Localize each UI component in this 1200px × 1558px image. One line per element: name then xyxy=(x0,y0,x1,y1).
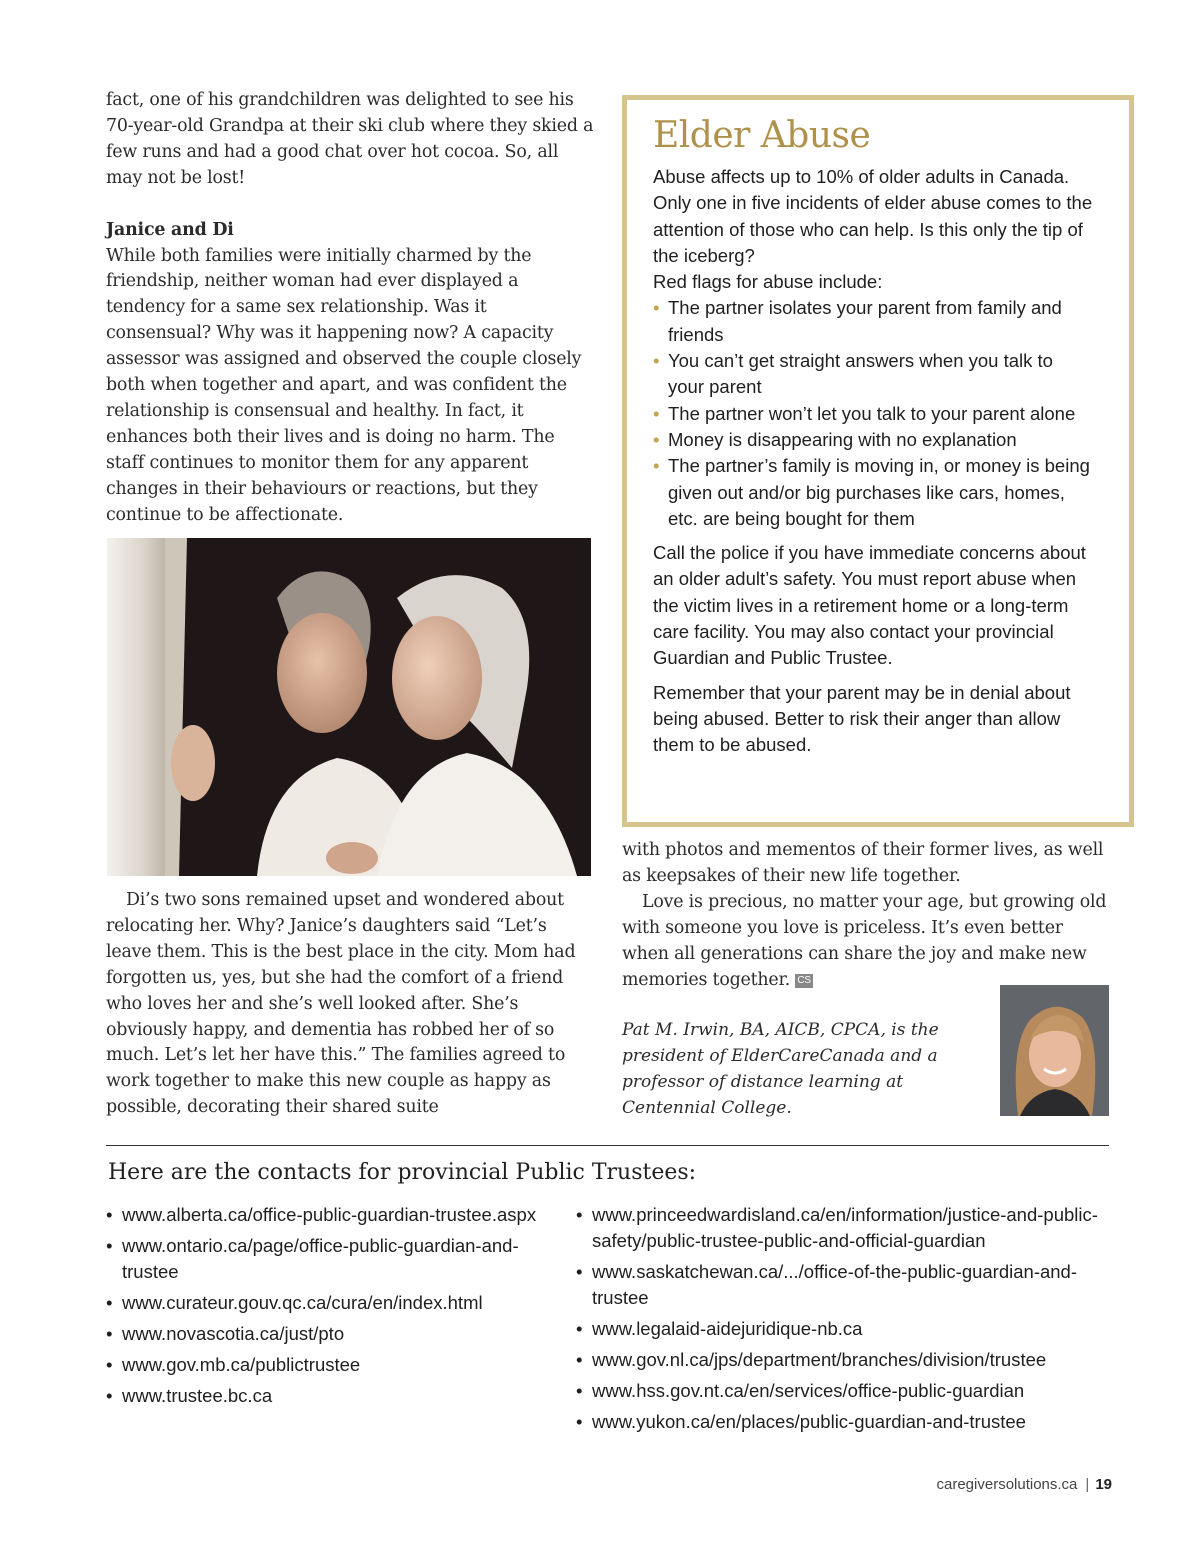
list-item xyxy=(576,1409,1106,1435)
bullet-dot-icon: • xyxy=(653,455,660,477)
list-item xyxy=(106,1352,546,1378)
sidebar-intro: Abuse affects up to 10% of older adults in Canada. Only one in five incidents of elder abuse comes to the attention of those who can help. Is this only the tip of the iceberg? xyxy=(653,166,1093,266)
bullet-dot-icon: • xyxy=(653,297,660,319)
section-divider xyxy=(106,1145,1109,1146)
page-footer xyxy=(937,1474,1113,1496)
bullet-icon: • xyxy=(576,1349,583,1370)
list-item xyxy=(106,1383,546,1409)
list-item xyxy=(576,1259,1106,1311)
elder-abuse-sidebar xyxy=(622,95,1134,827)
bullet-icon: • xyxy=(576,1380,583,1401)
author-bio: Pat M. Irwin, BA, AICB, CPCA, is the president of ElderCareCanada and a professor of distance learning at Centennial College. xyxy=(622,1020,939,1118)
list-item xyxy=(576,1378,1106,1404)
sidebar-police-paragraph: Call the police if you have immediate concerns about an older adult’s safety. You must report abuse when the victim lives in a retirement home or a long-term care facility. You may also contact your provincial Guardian and Public Trustee. xyxy=(653,542,1086,669)
trustee-link[interactable]: www.gov.nl.ca/jps/department/branches/division/trustee xyxy=(592,1349,1047,1370)
trustee-link[interactable]: www.gov.mb.ca/publictrustee xyxy=(122,1354,361,1375)
trustee-link[interactable]: www.hss.gov.nt.ca/en/services/office-public-guardian xyxy=(592,1380,1025,1401)
contacts-list-left xyxy=(106,1202,546,1414)
contacts-list-right xyxy=(576,1202,1106,1440)
bullet-icon: • xyxy=(106,1235,113,1256)
footer-site: caregiversolutions.ca xyxy=(936,1476,1078,1493)
bullet-dot-icon: • xyxy=(653,402,660,424)
trustee-link[interactable]: www.saskatchewan.ca/.../office-of-the-public-guardian-and-trustee xyxy=(592,1261,1078,1308)
bullet-icon: • xyxy=(106,1292,113,1313)
page-number: 19 xyxy=(1095,1476,1112,1493)
sidebar-flags-lead: Red flags for abuse include: xyxy=(653,271,883,293)
trustee-link[interactable]: www.novascotia.ca/just/pto xyxy=(122,1323,345,1344)
list-item xyxy=(106,1233,546,1285)
paragraph-intro: fact, one of his grandchildren was delighted to see his 70-year-old Grandpa at their ski club where they skied a few runs and had a good chat over hot cocoa. So, all may not be lost! xyxy=(106,90,594,188)
list-item: • The partner’s family is moving in, or money is being given out and/or big purchases like cars, homes, etc. are being bought for them xyxy=(653,455,1090,529)
bullet-icon: • xyxy=(106,1204,113,1225)
list-item xyxy=(576,1202,1106,1254)
paragraph-sons: Di’s two sons remained upset and wondered about relocating her. Why? Janice’s daughters said “Let’s leave them. This is the best place in the city. Mom had forgotten us, yes, but she had the comfort of a friend who loves her and she’s well looked after. She’s obviously happy, and dementia has robbed her of so much. Let’s let her have this.” The families agreed to work together to make this new couple as happy as possible, decorating their shared suite xyxy=(106,890,576,1118)
trustee-link[interactable]: www.ontario.ca/page/office-public-guardian-and-trustee xyxy=(122,1235,519,1282)
trustee-link[interactable]: www.curateur.gouv.qc.ca/cura/en/index.html xyxy=(122,1292,483,1313)
bullet-icon: • xyxy=(576,1318,583,1339)
bullet-icon: • xyxy=(576,1204,583,1225)
list-item xyxy=(106,1202,546,1228)
right-column xyxy=(622,838,1112,993)
bullet-icon: • xyxy=(576,1411,583,1432)
trustee-link[interactable]: www.legalaid-aidejuridique-nb.ca xyxy=(592,1318,863,1339)
author-photo xyxy=(1000,985,1109,1116)
list-item xyxy=(576,1316,1106,1342)
trustee-link[interactable]: www.princeedwardisland.ca/en/information/justice-and-public-safety/public-trustee-public-and-official-guardian xyxy=(592,1204,1098,1251)
photo-two-women-at-window xyxy=(107,538,591,876)
paragraph-janice: While both families were initially charmed by the friendship, neither woman had ever displayed a tendency for a same sex relationship. Was it consensual? Why was it happening now? A capacity assessor was assigned and observed the couple closely both when together and apart, and was confident the relationship is consensual and healthy. In fact, it enhances both their lives and is doing no harm. The staff continues to monitor them for any apparent changes in their behaviours or reactions, but they continue to be affectionate. xyxy=(106,245,582,525)
contacts-title: Here are the contacts for provincial Public Trustees: xyxy=(108,1160,697,1185)
list-item: • The partner won’t let you talk to your parent alone xyxy=(653,401,1093,427)
list-item: • You can’t get straight answers when you talk to your parent xyxy=(653,350,1053,398)
list-item xyxy=(106,1290,546,1316)
bullet-icon: • xyxy=(576,1261,583,1282)
bullet-dot-icon: • xyxy=(653,350,660,372)
bullet-icon: • xyxy=(106,1354,113,1375)
list-item xyxy=(106,1321,546,1347)
list-item: • Money is disappearing with no explanation xyxy=(653,427,1093,453)
red-flags-list xyxy=(653,295,1093,532)
subhead-janice-and-di: Janice and Di xyxy=(106,219,234,240)
left-column-bottom xyxy=(106,888,596,1121)
left-column-top xyxy=(106,88,596,529)
trustee-link[interactable]: www.yukon.ca/en/places/public-guardian-and-trustee xyxy=(592,1411,1026,1432)
footer-separator: | xyxy=(1085,1476,1090,1493)
trustee-link[interactable]: www.trustee.bc.ca xyxy=(122,1385,273,1406)
sidebar-title: Elder Abuse xyxy=(653,115,871,156)
trustee-link[interactable]: www.alberta.ca/office-public-guardian-trustee.aspx xyxy=(122,1204,537,1225)
sidebar-denial-paragraph: Remember that your parent may be in denial about being abused. Better to risk their anger than allow them to be abused. xyxy=(653,681,1071,756)
list-item xyxy=(576,1347,1106,1373)
list-item: • The partner isolates your parent from family and friends xyxy=(653,297,1062,345)
bullet-icon: • xyxy=(106,1385,113,1406)
paragraph-love: Love is precious, no matter your age, but growing old with someone you love is priceless. It’s even better when all generations can share the joy and make new memories together. CS xyxy=(622,891,1107,990)
bullet-icon: • xyxy=(106,1323,113,1344)
paragraph-continue: with photos and mementos of their former lives, as well as keepsakes of their new life together. xyxy=(622,840,1104,886)
bullet-dot-icon: • xyxy=(653,428,660,450)
end-mark-icon: CS xyxy=(797,974,811,986)
